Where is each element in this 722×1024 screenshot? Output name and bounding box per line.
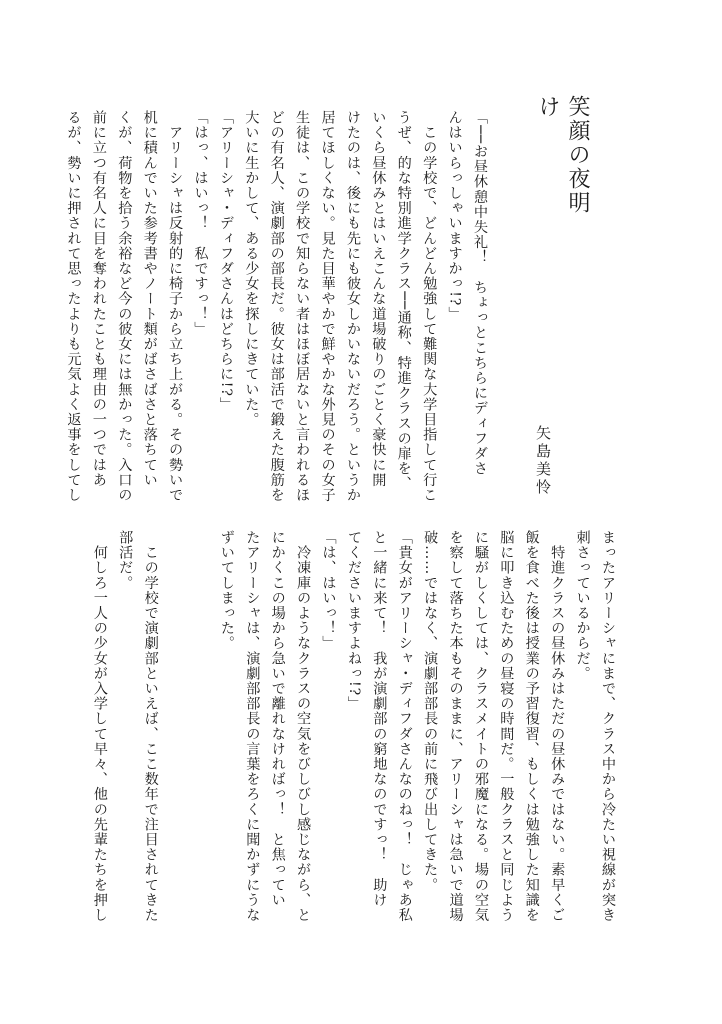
text-line: てくださいますよねっ!?」 <box>345 530 362 712</box>
text-line: けたのは、後にも先にも彼女しかいないだろう。というか <box>344 110 361 503</box>
text-line: 居てほしくない。見た目華やかで鮮やかな外見のその女子 <box>319 110 336 503</box>
text-line: 生徒は、この学校で知らない者はほぼ居ないと言われるほ <box>294 110 311 503</box>
body-text-upper <box>65 110 492 510</box>
text-line: うぜ、的な特別進学クラス──通称、特進クラスの扉を、 <box>395 110 412 492</box>
text-line: いくら昼休みとはいえこんな道場破りのごとく豪快に開 <box>370 110 387 488</box>
text-line: 「は、はいっ！」 <box>320 530 337 651</box>
author-name: 矢島美怜 <box>534 425 552 497</box>
text-line: たアリーシャは、演劇部部長の言葉をろくに聞かずにうな <box>244 530 261 923</box>
text-line: 何しろ一人の少女が入学して早々、他の先輩たちを押し <box>91 530 108 923</box>
text-line: 飯を食べた後は授業の予習復習、もしくは勉強した知識を <box>523 530 540 923</box>
text-line: この学校で、どんどん勉強して難関な大学目指して行こ <box>421 110 438 503</box>
text-line: ずいてしまった。 <box>218 530 235 651</box>
text-line <box>163 530 188 925</box>
text-line: にかくこの場から急いで離れなければっ！ と焦ってい <box>269 530 286 908</box>
text-line: るが、勢いに押されて思ったよりも元気よく返事をしてし <box>65 110 82 503</box>
text-line: どの有名人、演劇部の部長だ。彼女は部活で鍛えた腹筋を <box>268 110 285 503</box>
text-line: に騒がしくしては、クラスメイトの邪魔になる。場の空気 <box>472 530 489 923</box>
text-line: 特進クラスの昼休みはただの昼休みではない。素早くご <box>549 530 566 923</box>
text-line: 部活だ。 <box>117 530 134 591</box>
text-line: 「貴女がアリーシャ・ディフダさんなのねっ！ じゃあ私 <box>396 530 413 923</box>
text-line: 大いに生かして、ある少女を探しにきていた。 <box>243 110 260 428</box>
text-line: 脳に叩き込むための昼寝の時間だ。一般クラスと同じよう <box>498 530 515 923</box>
text-line: 前に立つ有名人に目を奪われたことも理由の一つではあ <box>90 110 107 488</box>
story-title: 笑顔の夜明け <box>535 95 590 215</box>
text-line: 「はっ、はいっ！ 私ですっ！」 <box>192 110 209 337</box>
text-line: この学校で演劇部といえば、ここ数年で注目されてきた <box>142 530 159 923</box>
text-line: 破……ではなく、演劇部部長の前に飛び出してきた。 <box>422 530 439 893</box>
text-line: まったアリーシャにまで、クラス中から冷たい視線が突き <box>600 530 616 923</box>
text-line <box>188 530 213 925</box>
text-line: と一緒に来て！ 我が演劇部の窮地なのですっ！ 助け <box>371 530 388 908</box>
text-line: アリーシャは反射的に椅子から立ち上がる。その勢いで <box>167 110 184 503</box>
text-line: 「アリーシャ・ディフダさんはどちらに!?」 <box>217 110 234 413</box>
text-line: 「──お昼休憩中失礼！ ちょっとこちらにディフダさ <box>472 110 488 477</box>
text-line: 刺さっているからだ。 <box>574 530 591 681</box>
text-line: 冷凍庫のようなクラスの空気をびしびし感じながら、と <box>295 530 312 923</box>
text-line: んはいらっしゃいますかっ!?」 <box>446 110 463 322</box>
body-text-lower <box>91 530 620 925</box>
text-line: くが、荷物を拾う余裕など今の彼女には無かった。入口の <box>116 110 133 503</box>
text-line: を察して落ちた本もそのままに、アリーシャは急いで道場 <box>447 530 464 923</box>
text-line: 机に積んでいた参考書やノート類がばさばさと落ちてい <box>141 110 158 488</box>
